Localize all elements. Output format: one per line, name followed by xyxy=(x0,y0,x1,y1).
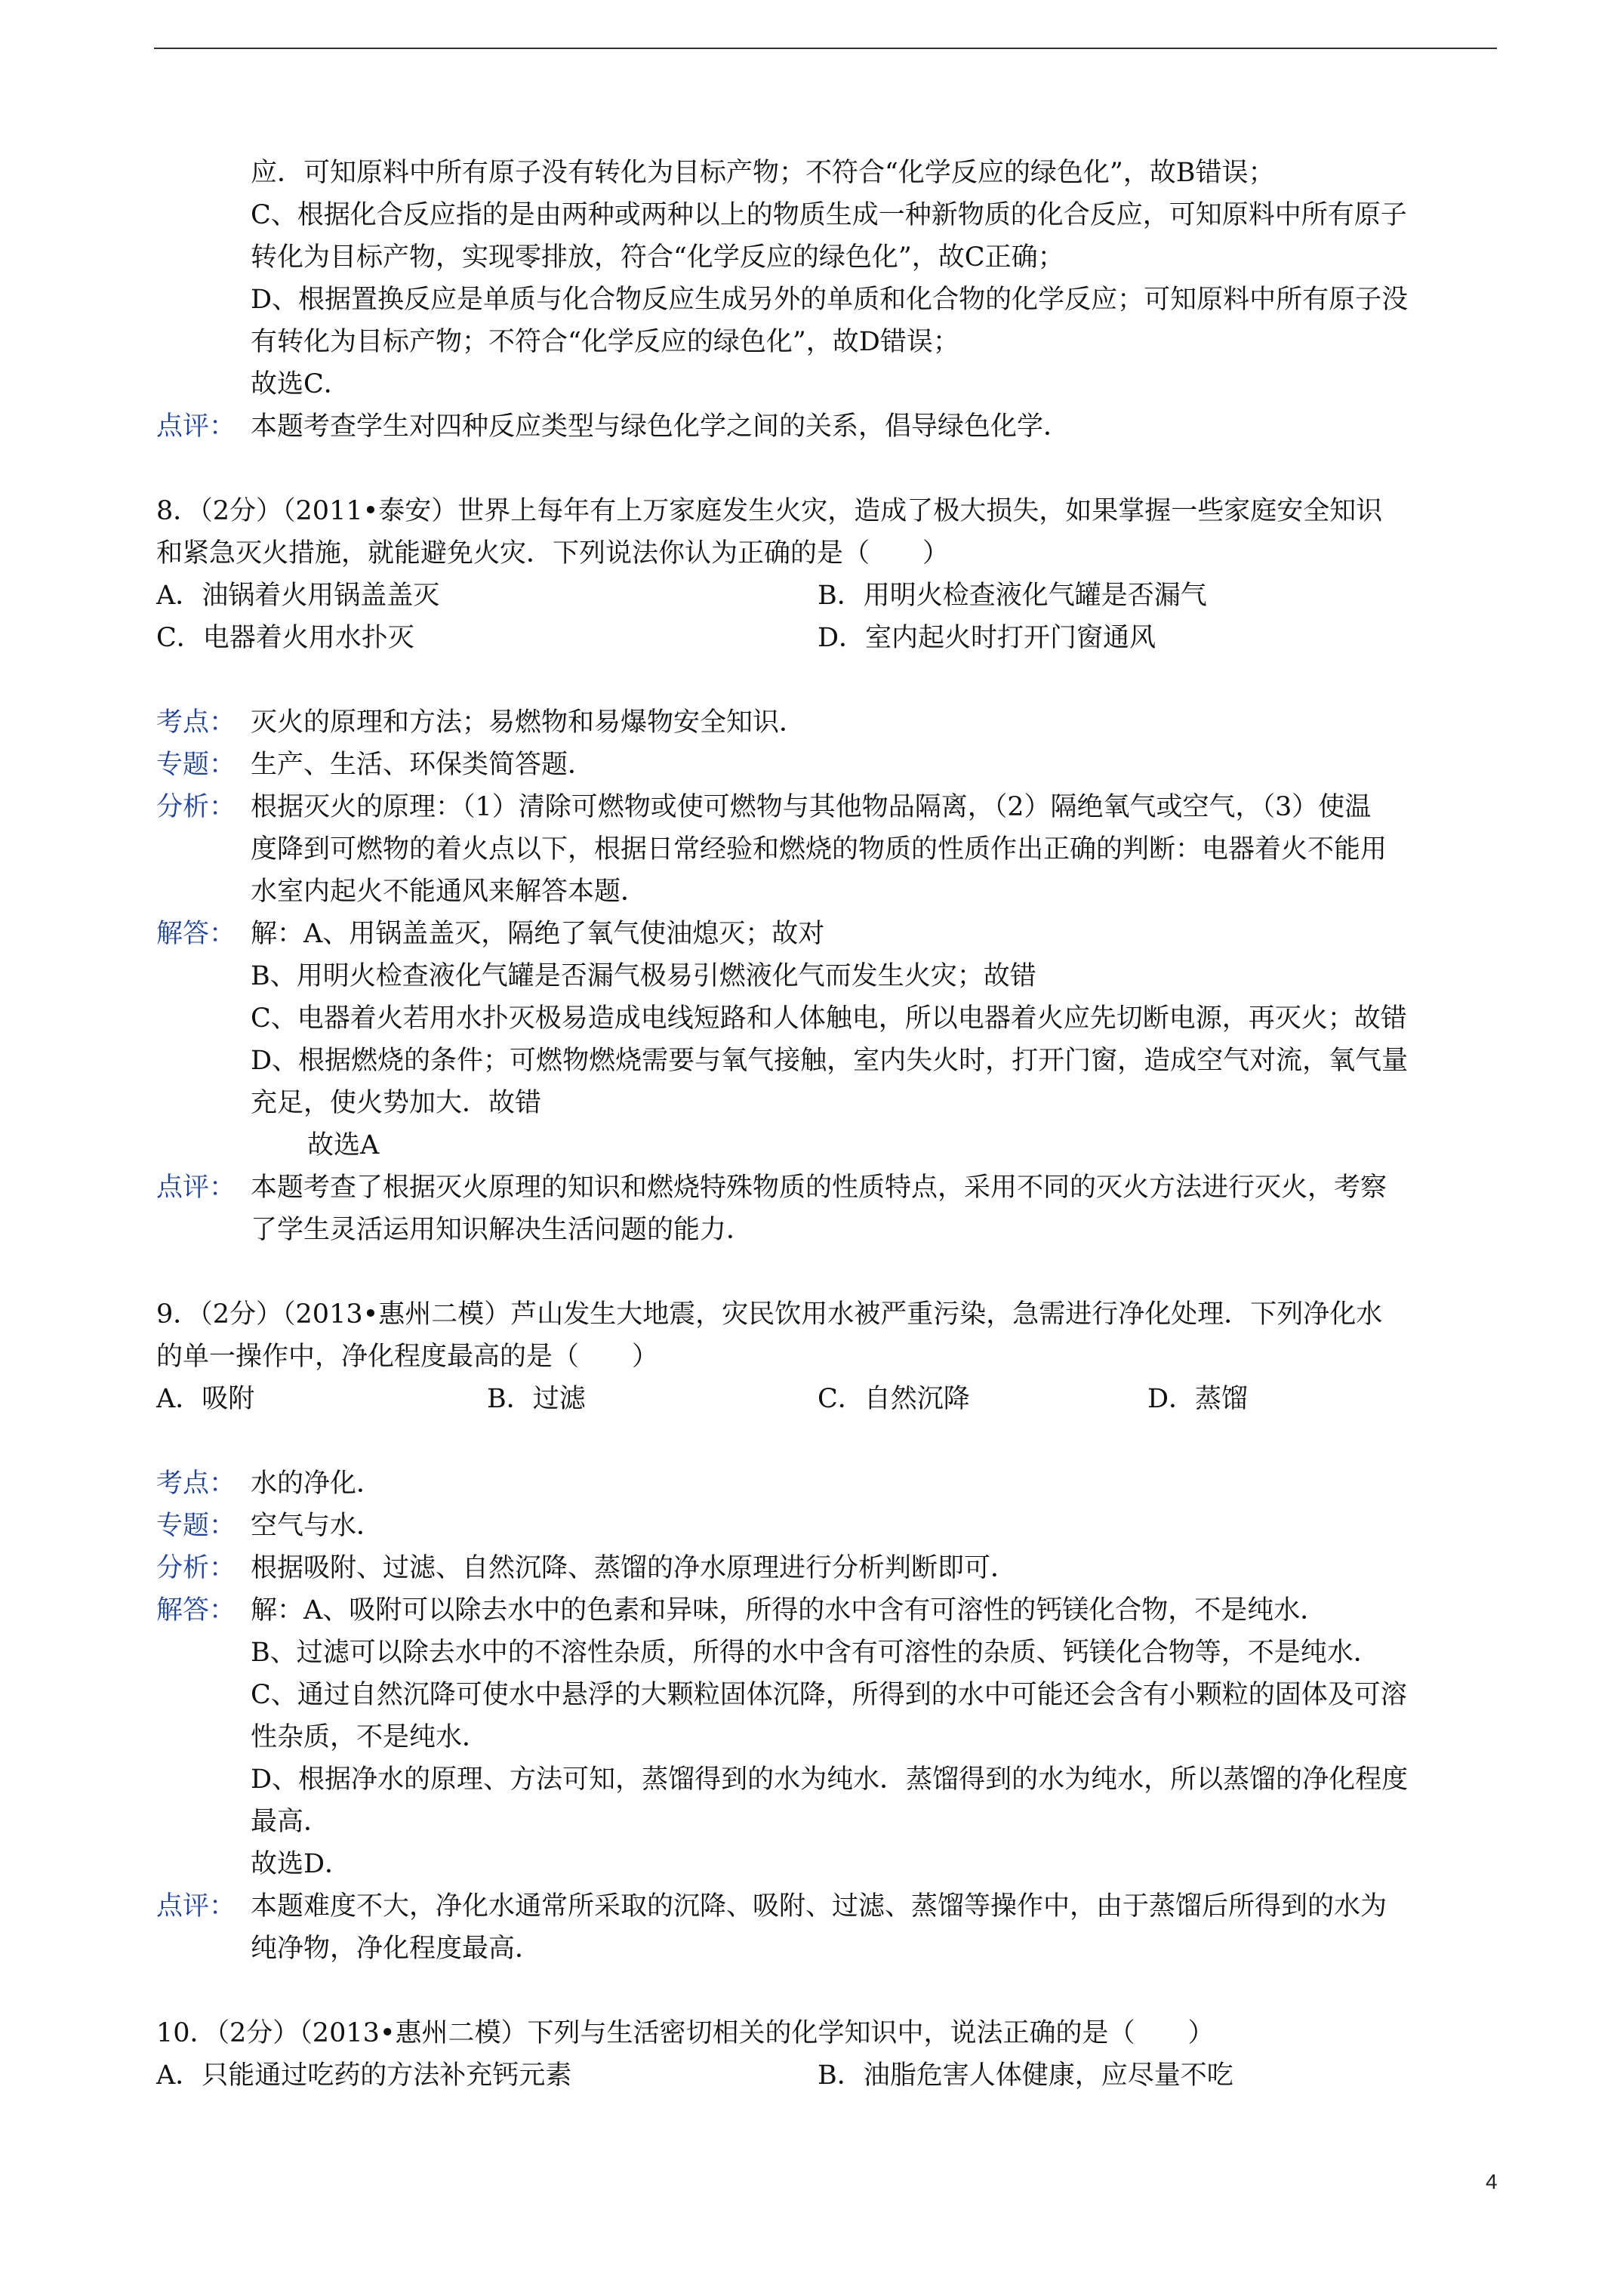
q8-dianping-label: 点评： xyxy=(156,1173,236,1203)
q7-answer-line-4: D、根据置换反应是单质与化合物反应生成另外的单质和化合物的化学反应；可知原料中所有原子没 xyxy=(251,285,1409,315)
q8-option-c: C．电器着火用水扑灭 xyxy=(156,623,414,653)
q9-stem-line-2: 的单一操作中，净化程度最高的是（ ） xyxy=(156,1342,659,1372)
q9-jieda-label: 解答： xyxy=(156,1595,236,1626)
q9-dianping-label: 点评： xyxy=(156,1891,236,1922)
q9-fenxi: 根据吸附、过滤、自然沉降、蒸馏的净水原理进行分析判断即可． xyxy=(251,1553,1018,1583)
q8-jieda-line-5: 充足，使火势加大．故错 xyxy=(251,1088,542,1118)
q8-jieda-line-2: B、用明火检查液化气罐是否漏气极易引燃液化气而发生火灾；故错 xyxy=(251,961,1036,991)
q8-jieda-line-1: 解：A、用锅盖盖灭，隔绝了氧气使油熄灭；故对 xyxy=(251,919,825,949)
q7-comment: 本题考查学生对四种反应类型与绿色化学之间的关系，倡导绿色化学． xyxy=(251,411,1070,442)
q8-fenxi-line-1: 根据灭火的原理：（1）清除可燃物或使可燃物与其他物品隔离，（2）隔绝氧气或空气，（3）使温 xyxy=(251,792,1372,822)
q9-kaodian-label: 考点： xyxy=(156,1469,236,1499)
q9-option-a: A．吸附 xyxy=(156,1384,255,1414)
q7-answer-line-5: 有转化为目标产物；不符合“化学反应的绿色化”，故D错误； xyxy=(251,327,959,357)
q9-jieda-line-6: 最高． xyxy=(251,1807,331,1837)
q10-option-a: A．只能通过吃药的方法补充钙元素 xyxy=(156,2060,572,2091)
q7-answer-line-1: 应．可知原料中所有原子没有转化为目标产物；不符合“化学反应的绿色化”，故B错误； xyxy=(251,158,1275,188)
q8-jieda-label: 解答： xyxy=(156,919,236,949)
q8-stem-line-2: 和紧急灭火措施，就能避免火灾．下列说法你认为正确的是（ ） xyxy=(156,538,950,569)
page-number: 4 xyxy=(1486,2170,1498,2193)
q9-option-b: B．过滤 xyxy=(487,1384,586,1414)
q8-option-d: D．室内起火时打开门窗通风 xyxy=(818,623,1156,653)
q9-stem-line-1: 9．（2分）（2013•惠州二模）芦山发生大地震，灾民饮用水被严重污染，急需进行净化处理．下列净化水 xyxy=(156,1299,1383,1330)
q9-option-d: D．蒸馏 xyxy=(1147,1384,1249,1414)
q9-answer: 故选D． xyxy=(251,1849,352,1879)
q8-jieda-line-4: D、根据燃烧的条件；可燃物燃烧需要与氧气接触，室内失火时，打开门窗，造成空气对流，氧气量 xyxy=(251,1046,1409,1076)
q9-option-c: C．自然沉降 xyxy=(818,1384,970,1414)
q8-option-a: A．油锅着火用锅盖盖灭 xyxy=(156,581,440,611)
q9-jieda-line-2: B、过滤可以除去水中的不溶性杂质，所得的水中含有可溶性的杂质、钙镁化合物等，不是纯水． xyxy=(251,1638,1380,1668)
q9-fenxi-label: 分析： xyxy=(156,1553,236,1583)
q9-zhuanti: 空气与水． xyxy=(251,1511,383,1541)
q9-zhuanti-label: 专题： xyxy=(156,1511,236,1541)
q8-answer: 故选A xyxy=(307,1130,380,1160)
q8-kaodian: 灭火的原理和方法；易燃物和易爆物安全知识． xyxy=(251,707,806,738)
q8-zhuanti-label: 专题： xyxy=(156,750,236,780)
q8-stem-line-1: 8．（2分）（2011•泰安）世界上每年有上万家庭发生火灾，造成了极大损失，如果掌握一些家庭安全知识 xyxy=(156,496,1383,526)
q8-zhuanti: 生产、生活、环保类简答题． xyxy=(251,750,595,780)
q9-jieda-line-4: 性杂质，不是纯水． xyxy=(251,1722,489,1752)
q8-fenxi-line-2: 度降到可燃物的着火点以下，根据日常经验和燃烧的物质的性质作出正确的判断：电器着火不能用 xyxy=(251,834,1387,864)
q9-kaodian: 水的净化． xyxy=(251,1469,383,1499)
q9-dianping-line-1: 本题难度不大，净化水通常所采取的沉降、吸附、过滤、蒸馏等操作中，由于蒸馏后所得到的水为 xyxy=(251,1891,1387,1922)
q8-kaodian-label: 考点： xyxy=(156,707,236,738)
q7-answer-line-3: 转化为目标产物，实现零排放，符合“化学反应的绿色化”，故C正确； xyxy=(251,242,1064,273)
q8-jieda-line-3: C、电器着火若用水扑灭极易造成电线短路和人体触电，所以电器着火应先切断电源，再灭火；故错 xyxy=(251,1003,1407,1034)
q8-option-b: B．用明火检查液化气罐是否漏气 xyxy=(818,581,1207,611)
q8-fenxi-line-3: 水室内起火不能通风来解答本题． xyxy=(251,877,648,907)
q7-answer-line-2: C、根据化合反应指的是由两种或两种以上的物质生成一种新物质的化合反应，可知原料中所有原子 xyxy=(251,200,1407,230)
q10-stem: 10．（2分）（2013•惠州二模）下列与生活密切相关的化学知识中，说法正确的是（ ） xyxy=(156,2018,1215,2048)
q9-jieda-line-3: C、通过自然沉降可使水中悬浮的大颗粒固体沉降，所得到的水中可能还会含有小颗粒的固体及可溶 xyxy=(251,1680,1407,1710)
q9-dianping-line-2: 纯净物，净化程度最高． xyxy=(251,1934,542,1964)
q7-comment-label: 点评： xyxy=(156,411,236,442)
q8-dianping-line-1: 本题考查了根据灭火原理的知识和燃烧特殊物质的性质特点，采用不同的灭火方法进行灭火，考察 xyxy=(251,1173,1387,1203)
q8-dianping-line-2: 了学生灵活运用知识解决生活问题的能力． xyxy=(251,1215,753,1245)
q9-jieda-line-1: 解：A、吸附可以除去水中的色素和异味，所得的水中含有可溶性的钙镁化合物，不是纯水． xyxy=(251,1595,1327,1626)
q7-answer-choice: 故选C． xyxy=(251,369,350,399)
header-rule xyxy=(154,48,1497,49)
q10-option-b: B．油脂危害人体健康，应尽量不吃 xyxy=(818,2060,1233,2091)
q9-jieda-line-5: D、根据净水的原理、方法可知，蒸馏得到的水为纯水．蒸馏得到的水为纯水，所以蒸馏的净化程度 xyxy=(251,1764,1409,1795)
q8-fenxi-label: 分析： xyxy=(156,792,236,822)
